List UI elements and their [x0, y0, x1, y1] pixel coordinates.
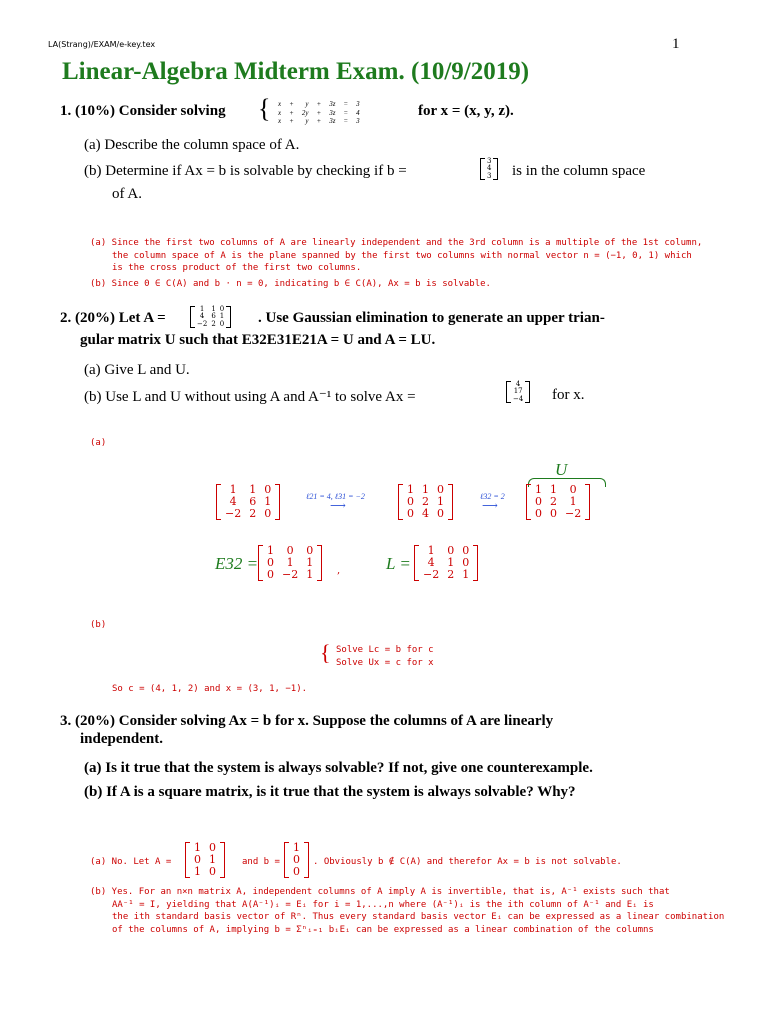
matrix-entry: 4 [487, 164, 492, 173]
matrix-E32 [258, 545, 322, 581]
matrix-entry: 1 [407, 483, 414, 496]
equation-term: + [316, 117, 322, 125]
matrix-entry: 0 [407, 507, 414, 521]
matrix-entry: 0 [194, 853, 201, 867]
matrix-step-2 [398, 484, 453, 520]
matrix-entry: 1 [249, 483, 257, 496]
matrix-entry: 4 [199, 312, 205, 321]
solve-step: Solve Lc = b for c [336, 645, 434, 655]
matrix-entry: 1 [427, 544, 435, 557]
solution-2b-label: (b) [90, 620, 107, 630]
part-b [84, 163, 407, 180]
part-b: (b) If A is a square matrix, is it true that the system is always solvable? Why? [84, 784, 576, 800]
solution-3a-pre: (a) No. Let A = [90, 857, 172, 867]
equation-term: y [305, 100, 309, 108]
part-b: (b) Use L and U without using A and A⁻¹ to solve Ax = [84, 389, 416, 405]
matrix-entry: 0 [209, 841, 216, 854]
equation-term: = [343, 100, 349, 108]
matrix-entry: 1 [209, 853, 216, 867]
equation-term: 3z [329, 108, 336, 117]
solution-line: the ith standard basis vector of Rⁿ. Thus every standard basis vector Eᵢ can be expressed as a linear combination [112, 912, 725, 922]
matrix-entry: 1 [264, 495, 272, 509]
matrix-entry: 4 [229, 495, 237, 509]
solution-line: AA⁻¹ = I, yielding that A(A⁻¹)ᵢ = Eᵢ for i = 1,...,n where (A⁻¹)ᵢ is the ith column of A⁻¹ and Eᵢ is [112, 899, 654, 910]
matrix-entry: 0 [569, 483, 577, 496]
question-3 [60, 713, 553, 730]
arrow-icon: ⟶ [482, 499, 498, 512]
solution-3b [90, 886, 724, 936]
question-2 [60, 310, 166, 327]
matrix-entry: 2 [211, 319, 216, 328]
matrix-entry: 2 [422, 495, 429, 509]
arrow-icon: ⟶ [330, 499, 346, 512]
system-variable-text: for x = (x, y, z). [418, 103, 514, 119]
question-2-text-2: gular matrix U such that E32E31E21A = U and A = LU. [80, 332, 436, 348]
matrix-entry: 1 [306, 556, 314, 570]
equation-term: + [316, 108, 322, 117]
L-label: L = [386, 554, 411, 573]
equation-term: 3z [329, 100, 336, 108]
matrix-entry: 17 [513, 387, 523, 396]
equation-term: = [343, 117, 349, 125]
matrix-entry: 0 [209, 865, 216, 879]
part-a: (a) Give L and U. [84, 362, 190, 378]
matrix-entry: 1 [194, 841, 201, 854]
matrix-entry: 4 [515, 380, 521, 388]
matrix-entry: 1 [293, 841, 300, 854]
b-vector [480, 158, 498, 180]
part-b-text: (b) Determine if Ax = b is solvable by checking if b = [84, 163, 407, 179]
matrix-entry: 0 [219, 319, 225, 328]
matrix-entry: 0 [407, 495, 414, 509]
question-number: 1. [60, 103, 72, 119]
matrix-step-1 [216, 484, 280, 520]
equation-term: 3 [356, 100, 360, 108]
equation-term: + [289, 117, 294, 125]
matrix-entry: 1 [267, 544, 274, 557]
matrix-entry: 0 [550, 507, 557, 521]
matrix-entry: 0 [267, 568, 274, 582]
matrix-entry: 1 [535, 483, 542, 496]
matrix-entry: 0 [306, 544, 314, 557]
matrix-entry: 3 [487, 157, 492, 165]
matrix-entry: −4 [513, 394, 524, 403]
matrix-entry: −2 [282, 568, 299, 582]
equation-term: 3 [356, 117, 360, 125]
matrix-entry: 4 [427, 556, 435, 570]
matrix-entry: −2 [197, 319, 208, 328]
matrix-L [414, 545, 478, 581]
matrix-entry: 0 [535, 495, 542, 509]
matrix-entry: −2 [423, 568, 440, 582]
solution-2a-label: (a) [90, 438, 107, 448]
matrix-entry: 1 [550, 483, 557, 496]
solution-line: the column space of A is the plane spanned by the first two columns with normal vector n = (−1, 0, 1) which [112, 250, 692, 261]
solve-steps [336, 644, 434, 669]
question-1 [60, 103, 226, 120]
equation-system [274, 100, 364, 126]
solution-1 [90, 237, 702, 290]
matrix-entry: 1 [422, 483, 429, 496]
U-label: U [555, 460, 568, 479]
equation-term: + [316, 100, 322, 108]
matrix-entry: 6 [249, 495, 257, 509]
operation-1: ℓ21 = 4, ℓ31 = −2 [306, 492, 365, 501]
question-prompt: (20%) Let A = [75, 310, 166, 326]
matrix-entry: 1 [306, 568, 314, 582]
matrix-entry: 1 [229, 483, 237, 496]
question-3-text-2: independent. [80, 731, 163, 747]
solution-line: (b) Yes. For an n×n matrix A, independent columns of A imply A is invertible, that is, A⁻¹ exists such that [90, 887, 670, 897]
part-a: (a) Describe the column space of A. [84, 137, 300, 153]
operation-2: ℓ32 = 2 [480, 492, 505, 501]
solution-line: (b) Since 0 ∈ C(A) and b · n = 0, indicating b ∈ C(A), Ax = b is solvable. [90, 278, 491, 289]
solution-3a-post: . Obviously b ∉ C(A) and therefor Ax = b is not solvable. [313, 857, 622, 867]
equation-term: x [278, 117, 282, 125]
matrix-entry: 2 [550, 495, 557, 509]
question-prompt: (20%) Consider solving Ax = b for x. Suppose the columns of A are linearly [75, 713, 554, 729]
matrix-entry: 0 [447, 544, 455, 557]
matrix-U [526, 484, 590, 520]
question-number: 3. [60, 713, 72, 729]
matrix-entry: 0 [293, 865, 300, 879]
matrix-entry: 1 [437, 495, 444, 509]
matrix-entry: −2 [225, 507, 242, 521]
left-brace: { [320, 640, 331, 665]
matrix-entry: 2 [447, 568, 455, 582]
matrix-entry: 4 [422, 507, 429, 521]
equation-term: 2y [301, 108, 309, 117]
matrix-entry: 0 [286, 544, 294, 557]
page-title: Linear-Algebra Midterm Exam. (10/9/2019) [62, 58, 530, 85]
matrix-entry: −2 [565, 507, 582, 521]
matrix-entry: 1 [462, 568, 470, 582]
page-number: 1 [672, 36, 680, 52]
matrix-entry: 0 [535, 507, 542, 521]
equation-term: x [278, 108, 282, 117]
question-2-text: . Use Gaussian elimination to generate an upper trian- [258, 310, 605, 326]
solution-line: is the cross product of the first two columns. [112, 263, 362, 273]
left-brace: { [258, 94, 271, 123]
equation-term: x [278, 100, 282, 108]
matrix-entry: 1 [211, 305, 216, 313]
matrix-A [190, 306, 231, 328]
solve-step: Solve Ux = c for x [336, 657, 434, 668]
part-a: (a) Is it true that the system is always solvable? If not, give one counterexample. [84, 760, 593, 776]
part-b-text-2: for x. [552, 387, 585, 403]
matrix-entry: 1 [194, 865, 201, 879]
solution-2b-result: So c = (4, 1, 2) and x = (3, 1, −1). [112, 684, 308, 694]
matrix-entry: 0 [437, 507, 444, 521]
matrix-entry: 1 [447, 556, 455, 570]
equation-term: + [289, 108, 294, 117]
vector-b-counterexample [284, 842, 309, 878]
matrix-entry: 1 [286, 556, 294, 570]
matrix-A-counterexample [185, 842, 225, 878]
matrix-entry: 0 [219, 305, 225, 313]
matrix-entry: 0 [264, 483, 272, 496]
matrix-entry: 1 [199, 305, 205, 313]
solution-3a-and: and b = [242, 857, 280, 867]
matrix-entry: 6 [211, 312, 216, 321]
matrix-entry: 2 [249, 507, 257, 521]
matrix-entry: 0 [293, 853, 300, 867]
equation-term: 4 [356, 108, 360, 117]
matrix-entry: 1 [219, 312, 225, 321]
matrix-entry: 0 [267, 556, 274, 570]
equation-term: y [305, 117, 309, 125]
question-prompt: (10%) Consider solving [75, 103, 226, 119]
part-b-text-3: of A. [112, 186, 142, 202]
rhs-vector [506, 381, 530, 403]
matrix-entry: 0 [264, 507, 272, 521]
matrix-entry: 3 [487, 171, 492, 180]
file-path: LA(Strang)/EXAM/e-key.tex [48, 40, 156, 49]
matrix-entry: 0 [462, 544, 470, 557]
comma: , [337, 565, 341, 576]
matrix-entry: 1 [569, 495, 577, 509]
question-number: 2. [60, 310, 72, 326]
equation-term: 3z [329, 117, 336, 125]
matrix-entry: 0 [437, 483, 444, 496]
matrix-entry: 0 [462, 556, 470, 570]
equation-term: + [289, 100, 294, 108]
solution-line: (a) Since the first two columns of A are linearly independent and the 3rd column is a multiple of the 1st column, [90, 238, 703, 248]
part-b-text-2: is in the column space [512, 163, 646, 179]
solution-line: of the columns of A, implying b = Σⁿᵢ₌₁ bᵢEᵢ can be expressed as a linear combination of the columns [112, 924, 654, 935]
equation-term: = [343, 108, 349, 117]
E32-label: E32 = [215, 554, 259, 573]
